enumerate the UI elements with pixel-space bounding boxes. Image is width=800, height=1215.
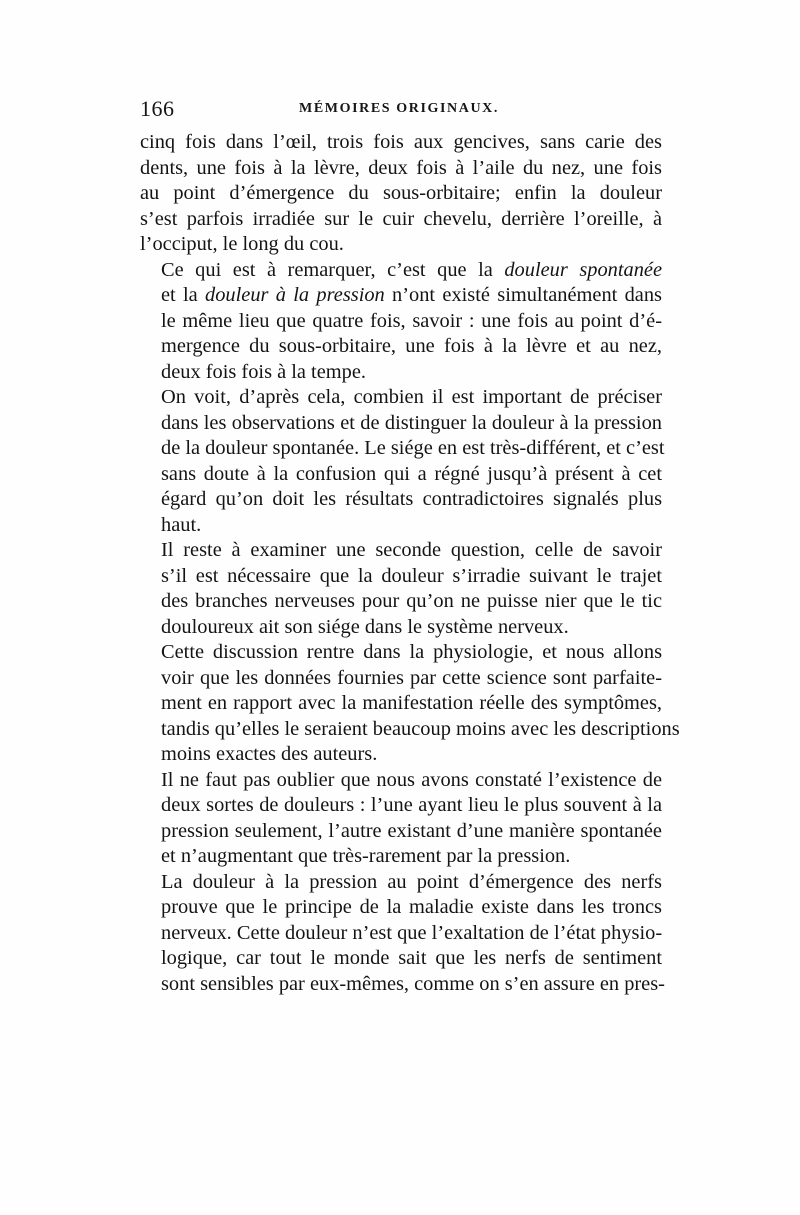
paragraph	[140, 130, 662, 258]
text-line: et n’augmentant que très-rarement par la pression.	[161, 845, 571, 867]
paragraph	[140, 640, 680, 768]
text-line: sont sensibles par eux-mêmes, comme on s’en assure en pres-	[161, 972, 665, 995]
text-line: deux fois fois à la tempe.	[161, 360, 366, 383]
page-number: 166	[140, 96, 175, 121]
text-line: deux sortes de douleurs : l’une ayant lieu le plus souvent à la	[161, 794, 662, 816]
text-line: égard qu’on doit les résultats contradictoires signalés plus	[161, 488, 662, 510]
page-header	[140, 96, 658, 126]
text-line: s’est parfois irradiée sur le cuir chevelu, derrière l’oreille, à	[140, 207, 662, 230]
text-line: l’occiput, le long du cou.	[140, 233, 344, 255]
text-line: haut.	[161, 513, 202, 536]
text-line: moins exactes des auteurs.	[161, 743, 378, 765]
paragraph	[140, 870, 665, 998]
text-line: de la douleur spontanée. Le siége en est très-différent, et c’est	[161, 437, 665, 459]
text-line: mergence du sous-orbitaire, une fois à la lèvre et au nez,	[161, 335, 662, 357]
italic-phrase: douleur spontanée	[504, 258, 662, 281]
text-line: le même lieu que quatre fois, savoir : une fois au point d’é-	[161, 309, 662, 332]
text-line: au point d’émergence du sous-orbitaire; enfin la douleur	[140, 182, 662, 204]
text-line: des branches nerveuses pour qu’on ne puisse nier que le tic	[161, 590, 662, 612]
text-line: douloureux ait son siége dans le système nerveux.	[161, 615, 569, 638]
text-line: dents, une fois à la lèvre, deux fois à l’aile du nez, une fois	[140, 156, 662, 179]
italic-phrase: douleur à la pression	[205, 284, 385, 306]
text-line: sans doute à la confusion qui a régné jusqu’à présent à cet	[161, 462, 662, 485]
text-line: Il ne faut pas oublier que nous avons constaté l’existence de	[161, 768, 662, 791]
text-line: Cette discussion rentre dans la physiologie, et nous allons	[161, 641, 662, 663]
text-line: pression seulement, l’autre existant d’une manière spontanée	[161, 819, 662, 842]
text-line: dans les observations et de distinguer la douleur à la pression	[161, 411, 662, 434]
text-line: La douleur à la pression au point d’émergence des nerfs	[161, 870, 662, 893]
text-line: Il reste à examiner une seconde question, celle de savoir	[161, 539, 662, 561]
paragraph	[140, 385, 665, 538]
paragraph	[140, 258, 662, 386]
text-line: voir que les données fournies par cette science sont parfaite-	[161, 666, 662, 689]
text-line: logique, car tout le monde sait que les nerfs de sentiment	[161, 947, 662, 969]
paragraph	[140, 768, 662, 870]
text-line: et la douleur à la pression n’ont existé simultanément dans	[161, 284, 662, 306]
running-head: MÉMOIRES ORIGINAUX.	[299, 101, 499, 116]
text-line: tandis qu’elles le seraient beaucoup moins avec les descriptions	[161, 717, 680, 740]
text-line: nerveux. Cette douleur n’est que l’exaltation de l’état physio-	[161, 921, 663, 944]
paragraph	[140, 538, 662, 640]
text-line: cinq fois dans l’œil, trois fois aux gencives, sans carie des	[140, 131, 662, 153]
text-line: Ce qui est à remarquer, c’est que la douleur spontanée	[161, 258, 662, 281]
body-text	[140, 130, 680, 997]
text-line: ment en rapport avec la manifestation réelle des symptômes,	[161, 692, 662, 714]
text-line: prouve que le principe de la maladie existe dans les troncs	[161, 896, 662, 918]
text-line: s’il est nécessaire que la douleur s’irradie suivant le trajet	[161, 564, 662, 587]
text-line: On voit, d’après cela, combien il est important de préciser	[161, 386, 662, 408]
